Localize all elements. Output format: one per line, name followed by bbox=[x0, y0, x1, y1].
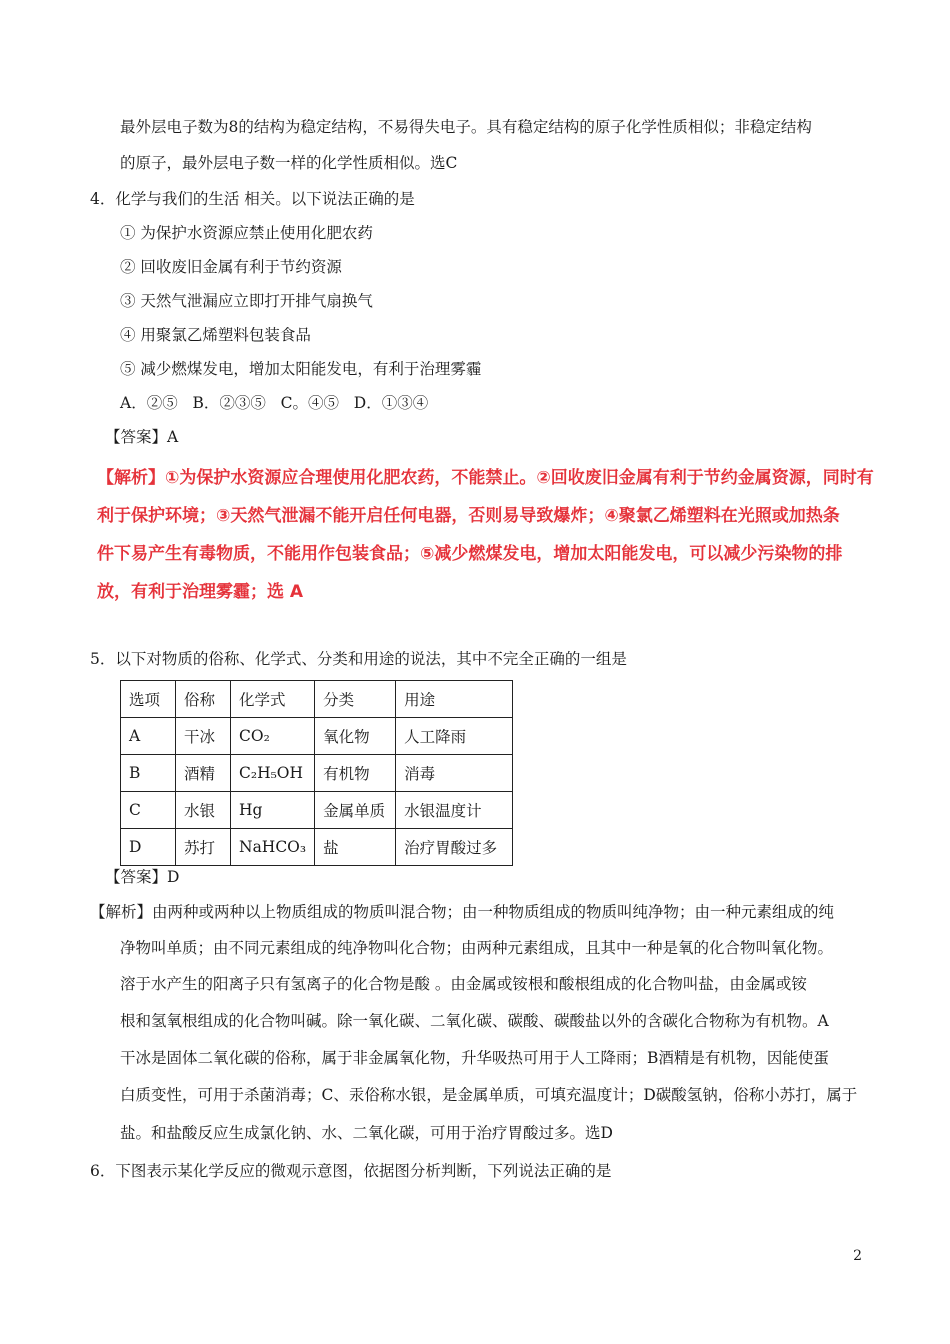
q5-table bbox=[120, 680, 513, 866]
q5-answer: 【答案】D bbox=[105, 868, 180, 886]
q5-analysis-line-4: 根和氢氧根组成的化合物叫碱。除一氧化碳、二氧化碳、碳酸、碳酸盐以外的含碳化合物称为有机物。A bbox=[120, 1012, 829, 1030]
q5-analysis-line-1: 【解析】由两种或两种以上物质组成的物质叫混合物；由一种物质组成的物质叫纯净物；由一种元素组成的纯 bbox=[90, 903, 835, 921]
table-cell: 人工降雨 bbox=[396, 718, 513, 755]
table-cell: 水银温度计 bbox=[396, 792, 513, 829]
table-cell: A bbox=[121, 718, 176, 755]
q4-option-3: ③ 天然气泄漏应立即打开排气扇换气 bbox=[120, 292, 373, 310]
table-cell: 水银 bbox=[176, 792, 231, 829]
q4-option-1: ① 为保护水资源应禁止使用化肥农药 bbox=[120, 224, 373, 242]
table-cell: 干冰 bbox=[176, 718, 231, 755]
table-header-cell: 分类 bbox=[315, 681, 396, 718]
table-cell: C bbox=[121, 792, 176, 829]
table-cell: B bbox=[121, 755, 176, 792]
table-cell: D bbox=[121, 829, 176, 866]
table-cell: 消毒 bbox=[396, 755, 513, 792]
intro-line-1: 最外层电子数为8的结构为稳定结构，不易得失电子。具有稳定结构的原子化学性质相似；非稳定结构 bbox=[120, 118, 812, 136]
page-number: 2 bbox=[853, 1248, 862, 1264]
q4-option-2: ② 回收废旧金属有利于节约资源 bbox=[120, 258, 342, 276]
table-row bbox=[121, 792, 513, 829]
q4-analysis-line-4: 放，有利于治理雾霾；选 A bbox=[97, 582, 304, 602]
table-cell: C₂H₅OH bbox=[231, 755, 315, 792]
table-cell: Hg bbox=[231, 792, 315, 829]
table-row bbox=[121, 829, 513, 866]
q4-analysis-line-3: 件下易产生有毒物质，不能用作包装食品；⑤减少燃煤发电，增加太阳能发电，可以减少污染物的排 bbox=[97, 544, 843, 564]
table-header-cell: 俗称 bbox=[176, 681, 231, 718]
q5-analysis-line-6: 白质变性，可用于杀菌消毒；C、汞俗称水银，是金属单质，可填充温度计；D碳酸氢钠，俗称小苏打，属于 bbox=[120, 1086, 858, 1104]
q4-option-4: ④ 用聚氯乙烯塑料包装食品 bbox=[120, 326, 311, 344]
q5-analysis-line-7: 盐。和盐酸反应生成氯化钠、水、二氧化碳，可用于治疗胃酸过多。选D bbox=[120, 1124, 613, 1142]
intro-line-2: 的原子，最外层电子数一样的化学性质相似。选C bbox=[120, 154, 458, 172]
table-cell: NaHCO₃ bbox=[231, 829, 315, 866]
table-cell: CO₂ bbox=[231, 718, 315, 755]
q5-stem: 5．以下对物质的俗称、化学式、分类和用途的说法，其中不完全正确的一组是 bbox=[90, 650, 627, 668]
q5-analysis-line-5: 干冰是固体二氧化碳的俗称，属于非金属氧化物，升华吸热可用于人工降雨；B酒精是有机物，因能使蛋 bbox=[120, 1049, 829, 1067]
table-cell: 盐 bbox=[315, 829, 396, 866]
q4-answer: 【答案】A bbox=[105, 428, 179, 446]
table-row bbox=[121, 718, 513, 755]
q4-stem: 4．化学与我们的生活 相关。以下说法正确的是 bbox=[90, 190, 415, 208]
table-cell: 治疗胃酸过多 bbox=[396, 829, 513, 866]
q6-stem: 6．下图表示某化学反应的微观示意图，依据图分析判断，下列说法正确的是 bbox=[90, 1162, 612, 1180]
q4-option-5: ⑤ 减少燃煤发电，增加太阳能发电，有利于治理雾霾 bbox=[120, 360, 482, 378]
table-header-cell: 用途 bbox=[396, 681, 513, 718]
table-header-cell: 化学式 bbox=[231, 681, 315, 718]
table-cell: 酒精 bbox=[176, 755, 231, 792]
table-row bbox=[121, 755, 513, 792]
table-cell: 金属单质 bbox=[315, 792, 396, 829]
table-cell: 苏打 bbox=[176, 829, 231, 866]
table-header-row bbox=[121, 681, 513, 718]
q4-analysis-line-2: 利于保护环境；③天然气泄漏不能开启任何电器，否则易导致爆炸；④聚氯乙烯塑料在光照或加热条 bbox=[97, 506, 840, 526]
q5-analysis-line-3: 溶于水产生的阳离子只有氢离子的化合物是酸 。由金属或铵根和酸根组成的化合物叫盐，由金属或铵 bbox=[120, 975, 807, 993]
table-cell: 氧化物 bbox=[315, 718, 396, 755]
table-header-cell: 选项 bbox=[121, 681, 176, 718]
q4-analysis-line-1: 【解析】①为保护水资源应合理使用化肥农药，不能禁止。②回收废旧金属有利于节约金属资源，同时有 bbox=[97, 468, 874, 488]
table-cell: 有机物 bbox=[315, 755, 396, 792]
q5-analysis-line-2: 净物叫单质；由不同元素组成的纯净物叫化合物；由两种元素组成，且其中一种是氧的化合物叫氧化物。 bbox=[120, 939, 834, 957]
q4-choices: A．②⑤ B．②③⑤ C。④⑤ D．①③④ bbox=[120, 394, 429, 412]
